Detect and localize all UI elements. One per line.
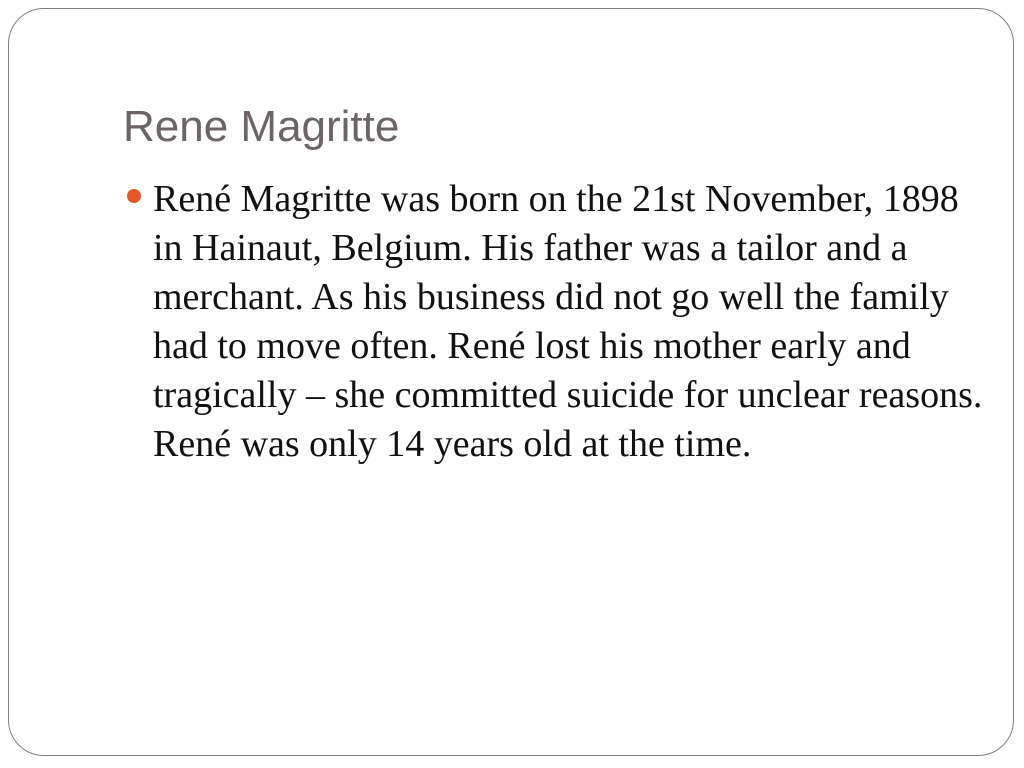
slide-title: Rene Magritte bbox=[123, 102, 400, 151]
bullet-text: René Magritte was born on the 21st November, 1898 in Hainaut, Belgium. His father was a tailor and a merchant. As his business did not go well the family had to move often. René lost his mother early and tragically – she committed suicide for unclear reasons. René was only 14 years old at the time. bbox=[153, 178, 983, 465]
bullet-dot-icon bbox=[127, 189, 141, 203]
bullet-list bbox=[123, 175, 983, 469]
bullet-item bbox=[123, 175, 983, 469]
slide-frame bbox=[8, 8, 1014, 756]
